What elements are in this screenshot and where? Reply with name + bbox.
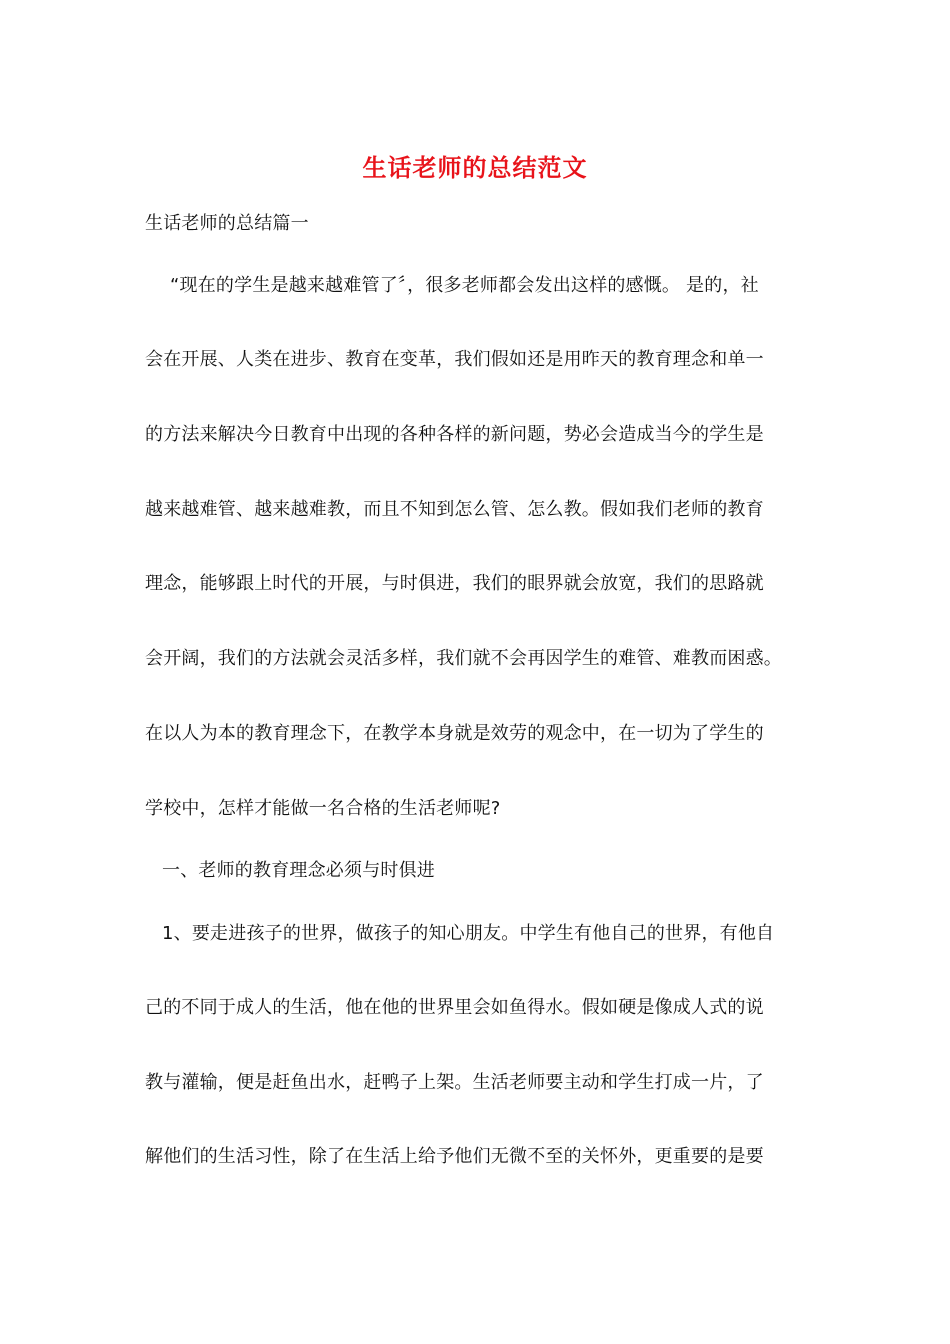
paragraph-line: 学校中，怎样才能做一名合格的生活老师呢? [145, 798, 501, 819]
paragraph-line: 理念，能够跟上时代的开展，与时俱进，我们的眼界就会放宽，我们的思路就 [145, 573, 764, 594]
document-title: 生话老师的总结范文 [362, 153, 588, 182]
paragraph-line: 越来越难管、越来越难教，而且不知到怎么管、怎么教。假如我们老师的教育 [145, 499, 764, 520]
paragraph-line: 解他们的生活习性，除了在生活上给予他们无微不至的关怀外，更重要的是要 [145, 1146, 764, 1167]
subsection-heading: 一、老师的教育理念必须与时俱进 [162, 860, 435, 881]
paragraph-line: “现在的学生是越来越难管了〞，很多老师都会发出这样的感慨。 是的，社 [170, 275, 759, 296]
section-heading: 生话老师的总结篇一 [145, 213, 309, 234]
paragraph-line: 在以人为本的教育理念下，在教学本身就是效劳的观念中，在一切为了学生的 [145, 723, 764, 744]
paragraph-line: 己的不同于成人的生活，他在他的世界里会如鱼得水。假如硬是像成人式的说 [145, 997, 764, 1018]
paragraph-line: 的方法来解决今日教育中出现的各种各样的新问题，势必会造成当今的学生是 [145, 424, 764, 445]
paragraph-line: 1、要走进孩子的世界，做孩子的知心朋友。中学生有他自己的世界，有他自 [162, 923, 775, 944]
paragraph-line: 会在开展、人类在进步、教育在变革，我们假如还是用昨天的教育理念和单一 [145, 349, 764, 370]
paragraph-line: 会开阔，我们的方法就会灵活多样，我们就不会再因学生的难管、难教而困惑。 [145, 648, 782, 669]
paragraph-line: 教与灌输，便是赶鱼出水，赶鸭子上架。生活老师要主动和学生打成一片，了 [145, 1072, 764, 1093]
